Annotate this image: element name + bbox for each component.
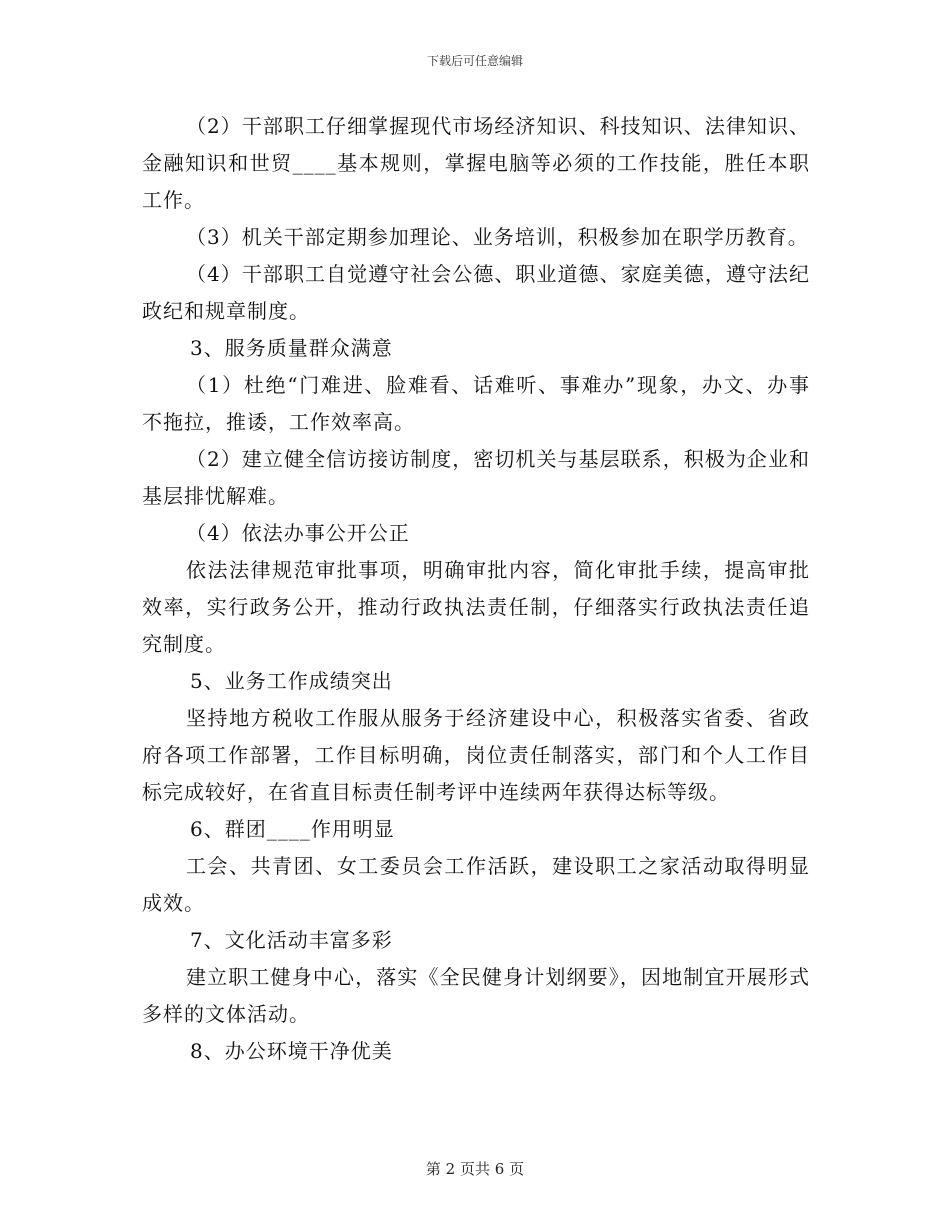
paragraph: 依法法律规范审批事项，明确审批内容，简化审批手续，提高审批效率，实行政务公开，推动行政执法责任制，仔细落实行政执法责任追究制度。	[142, 558, 810, 656]
page-header: 下载后可任意编辑	[426, 54, 523, 68]
paragraph: 坚持地方税收工作服从服务于经济建设中心，积极落实省委、省政府各项工作部署，工作目标明确，岗位责任制落实，部门和个人工作目标完成较好，在省直目标责任制考评中连续两年获得达标等级。	[142, 706, 810, 804]
paragraph: （4）干部职工自觉遵守社会公德、职业道德、家庭美德，遵守法纪政纪和规章制度。	[142, 262, 810, 323]
paragraph: （2）干部职工仔细掌握现代市场经济知识、科技知识、法律知识、金融知识和世贸____基本规则，掌握电脑等必须的工作技能，胜任本职工作。	[142, 114, 810, 212]
paragraph: （3）机关干部定期参加理论、业务培训，积极参加在职学历教育。	[186, 225, 809, 249]
section-heading: 8、办公环境干净优美	[190, 1039, 393, 1063]
section-heading: 3、服务质量群众满意	[190, 336, 393, 360]
section-heading: 6、群团____作用明显	[190, 817, 395, 841]
section-heading: 7、文化活动丰富多彩	[190, 928, 393, 952]
paragraph: 建立职工健身中心，落实《全民健身计划纲要》，因地制宜开展形式多样的文体活动。	[142, 965, 810, 1026]
paragraph: （4）依法办事公开公正	[186, 521, 410, 545]
section-heading: 5、业务工作成绩突出	[190, 669, 393, 693]
page-footer: 第 2 页共 6 页	[425, 1160, 525, 1178]
paragraph: （2）建立健全信访接访制度，密切机关与基层联系，积极为企业和基层排忧解难。	[142, 447, 810, 508]
paragraph: 工会、共青团、女工委员会工作活跃，建设职工之家活动取得明显成效。	[142, 854, 810, 915]
document-body	[142, 108, 810, 1070]
paragraph: （1）杜绝“门难进、脸难看、话难听、事难办”现象，办文、办事不拖拉，推诿，工作效率高。	[142, 373, 810, 434]
